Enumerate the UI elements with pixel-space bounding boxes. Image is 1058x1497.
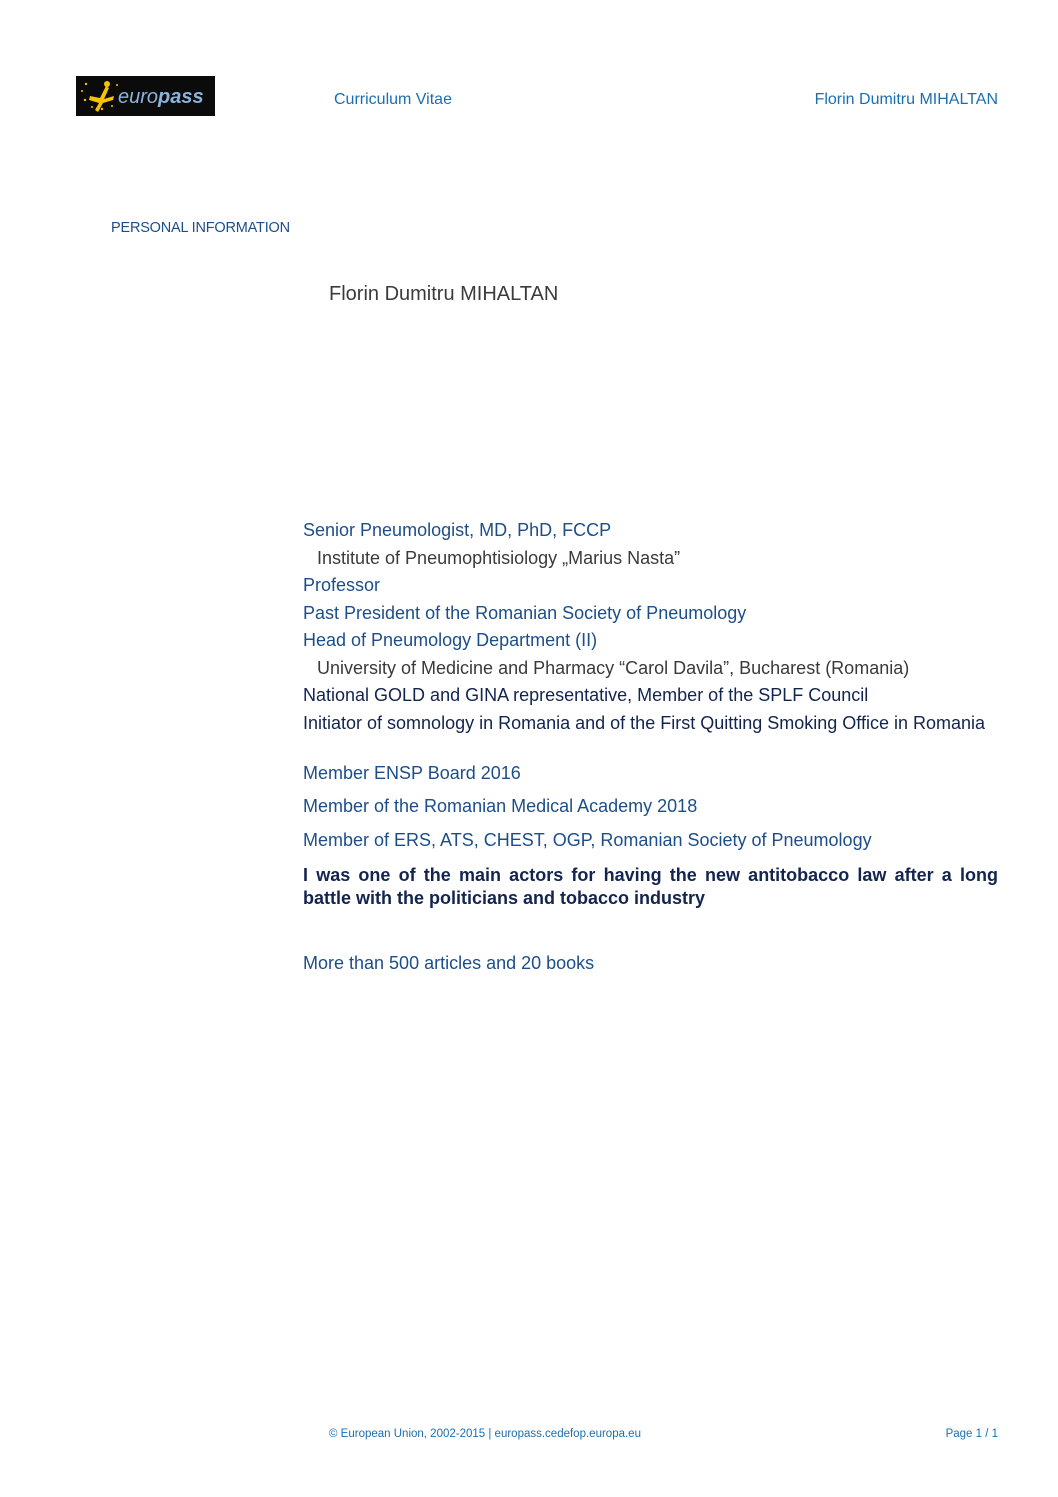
page-number: Page 1 / 1 [945,1428,998,1440]
professor-line: Professor [303,575,381,595]
europass-logo [76,76,215,116]
header-person-name: Florin Dumitru MIHALTAN [814,91,998,108]
past-president-line: Past President of the Romanian Society of Pneumology [303,603,747,623]
footer-copyright: © European Union, 2002-2015 | europass.cedefop.europa.eu [329,1428,641,1440]
section-title: PERSONAL INFORMATION [111,220,290,236]
person-name: Florin Dumitru MIHALTAN [329,283,559,305]
national-representative-line: National GOLD and GINA representative, Member of the SPLF Council [303,685,869,705]
document-title: Curriculum Vitae [334,91,452,108]
head-department-line: Head of Pneumology Department (II) [303,630,598,650]
university-line: University of Medicine and Pharmacy “Carol Davila”, Bucharest (Romania) [317,658,910,678]
svg-text:pass: pass [158,86,204,108]
publications-line: More than 500 articles and 20 books [303,953,595,973]
societies-line: Member of ERS, ATS, CHEST, OGP, Romanian Society of Pneumology [303,830,872,850]
svg-text:euro: euro [118,86,159,108]
europass-logo-icon [76,76,215,116]
medical-academy-line: Member of the Romanian Medical Academy 2018 [303,796,698,816]
ensp-board-line: Member ENSP Board 2016 [303,763,521,783]
antitobacco-statement: I was one of the main actors for having the new antitobacco law after a long battle with the politicians and tobacco industry [303,865,998,908]
institute-line: Institute of Pneumophtisiology „Marius Nasta” [317,548,681,568]
initiator-line: Initiator of somnology in Romania and of the First Quitting Smoking Office in Romania [303,713,985,733]
title-line: Senior Pneumologist, MD, PhD, FCCP [303,520,612,540]
